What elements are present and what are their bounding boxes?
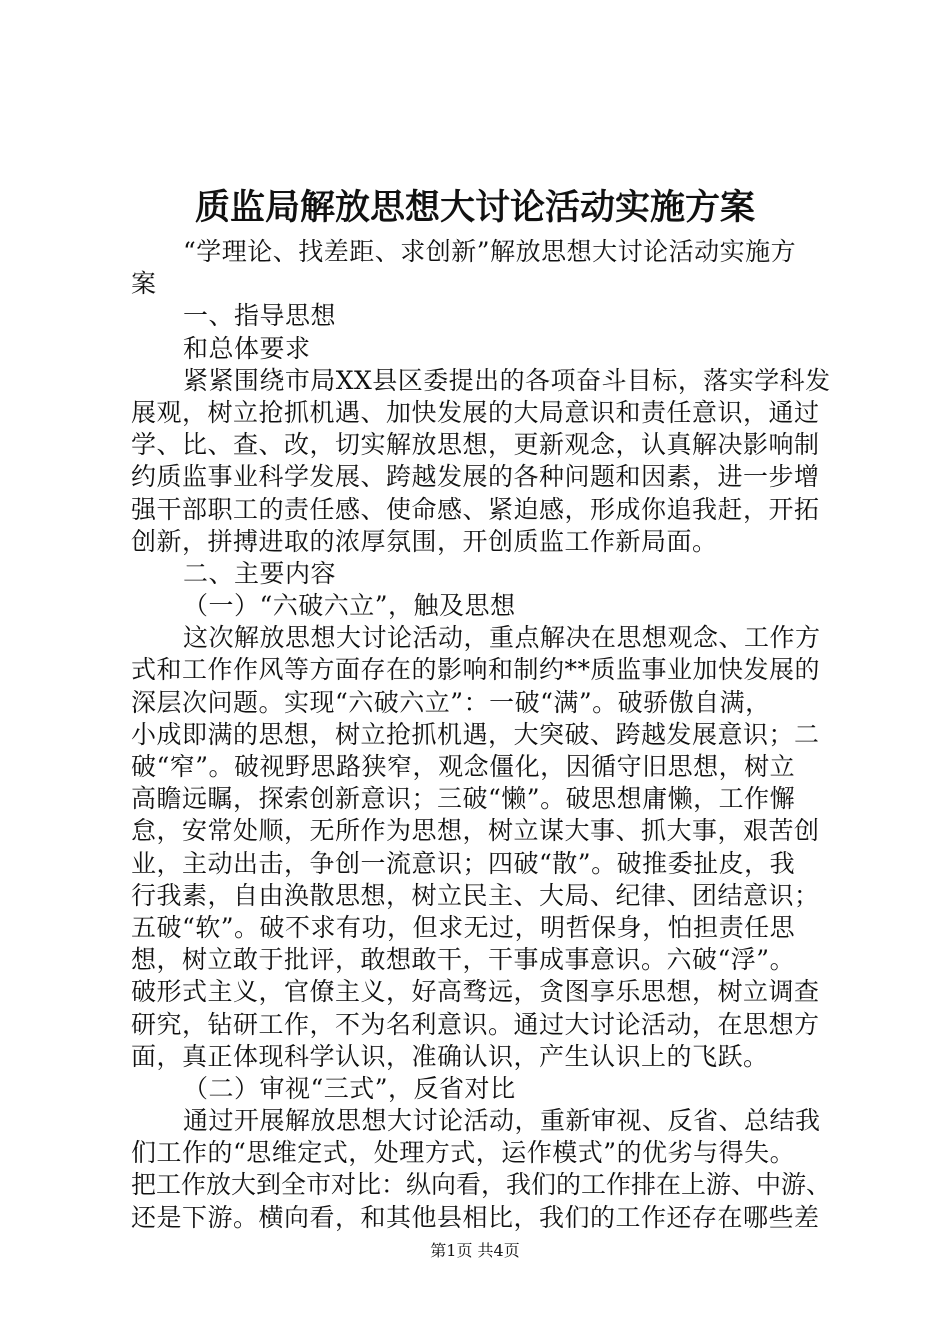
body-line: 面，真正体现科学认识，准确认识，产生认识上的飞跃。 [131, 1041, 769, 1071]
body-line: （二）审视“三式”，反省对比 [183, 1073, 516, 1103]
body-line: 和总体要求 [183, 333, 311, 363]
body-line: 创新，拼搏进取的浓厚氛围，开创质监工作新局面。 [131, 526, 718, 556]
body-line: 行我素，自由涣散思想，树立民主、大局、纪律、团结意识； [131, 880, 820, 910]
body-line: 业，主动出击，争创一流意识；四破“散”。破推委扯皮，我 [131, 848, 796, 878]
body-line: 展观，树立抢抓机遇、加快发展的大局意识和责任意识，通过 [131, 397, 820, 427]
body-line: 强干部职工的责任感、使命感、紧迫感，形成你追我赶，开拓 [131, 494, 820, 524]
body-line: 五破“软”。破不求有功，但求无过，明哲保身，怕担责任思 [131, 912, 796, 942]
body-line: “学理论、找差距、求创新”解放思想大讨论活动实施方 [183, 237, 797, 266]
body-line: 案 [131, 269, 157, 299]
body-line: 二、主要内容 [183, 558, 337, 588]
body-line: 想，树立敢于批评，敢想敢干，干事成事意识。六破“浮”。 [131, 945, 796, 975]
body-line: （一）“六破六立”，触及思想 [183, 591, 516, 621]
body-line: 式和工作作风等方面存在的影响和制约**质监事业加快发展的 [131, 655, 821, 685]
body-line: 紧紧围绕市局XX县区委提出的各项奋斗目标，落实学科发 [183, 365, 831, 395]
body-line: 小成即满的思想，树立抢抓机遇，大突破、跨越发展意识；二 [131, 719, 820, 749]
document-body [131, 236, 831, 1234]
document-title: 质监局解放思想大讨论活动实施方案 [194, 187, 755, 228]
body-line: 高瞻远瞩，探索创新意识；三破“懒”。破思想庸懒，工作懈 [131, 784, 796, 814]
body-line: 还是下游。横向看，和其他县相比，我们的工作还存在哪些差 [131, 1202, 820, 1232]
body-line: 们工作的“思维定式，处理方式，运作模式”的优劣与得失。 [131, 1138, 796, 1168]
body-line: 这次解放思想大讨论活动，重点解决在思想观念、工作方 [183, 623, 821, 653]
body-line: 怠，安常处顺，无所作为思想，树立谋大事、抓大事，艰苦创 [131, 816, 820, 846]
page-footer: 第1页 共4页 [430, 1241, 520, 1260]
body-line: 约质监事业科学发展、跨越发展的各种问题和因素，进一步增 [131, 462, 820, 492]
body-line: 深层次问题。实现“六破六立”：一破“满”。破骄傲自满， [131, 687, 771, 717]
body-line: 通过开展解放思想大讨论活动，重新审视、反省、总结我 [183, 1106, 821, 1136]
body-line: 破形式主义，官僚主义，好高骛远，贪图享乐思想，树立调查 [131, 977, 820, 1007]
body-line: 一、指导思想 [183, 301, 337, 331]
body-line: 把工作放大到全市对比：纵向看，我们的工作排在上游、中游、 [131, 1170, 832, 1200]
body-line: 破“窄”。破视野思路狭窄，观念僵化，因循守旧思想，树立 [131, 752, 796, 781]
body-line: 学、比、查、改，切实解放思想，更新观念，认真解决影响制 [131, 430, 820, 460]
body-line: 研究，钻研工作，不为名利意识。通过大讨论活动，在思想方 [131, 1009, 820, 1039]
